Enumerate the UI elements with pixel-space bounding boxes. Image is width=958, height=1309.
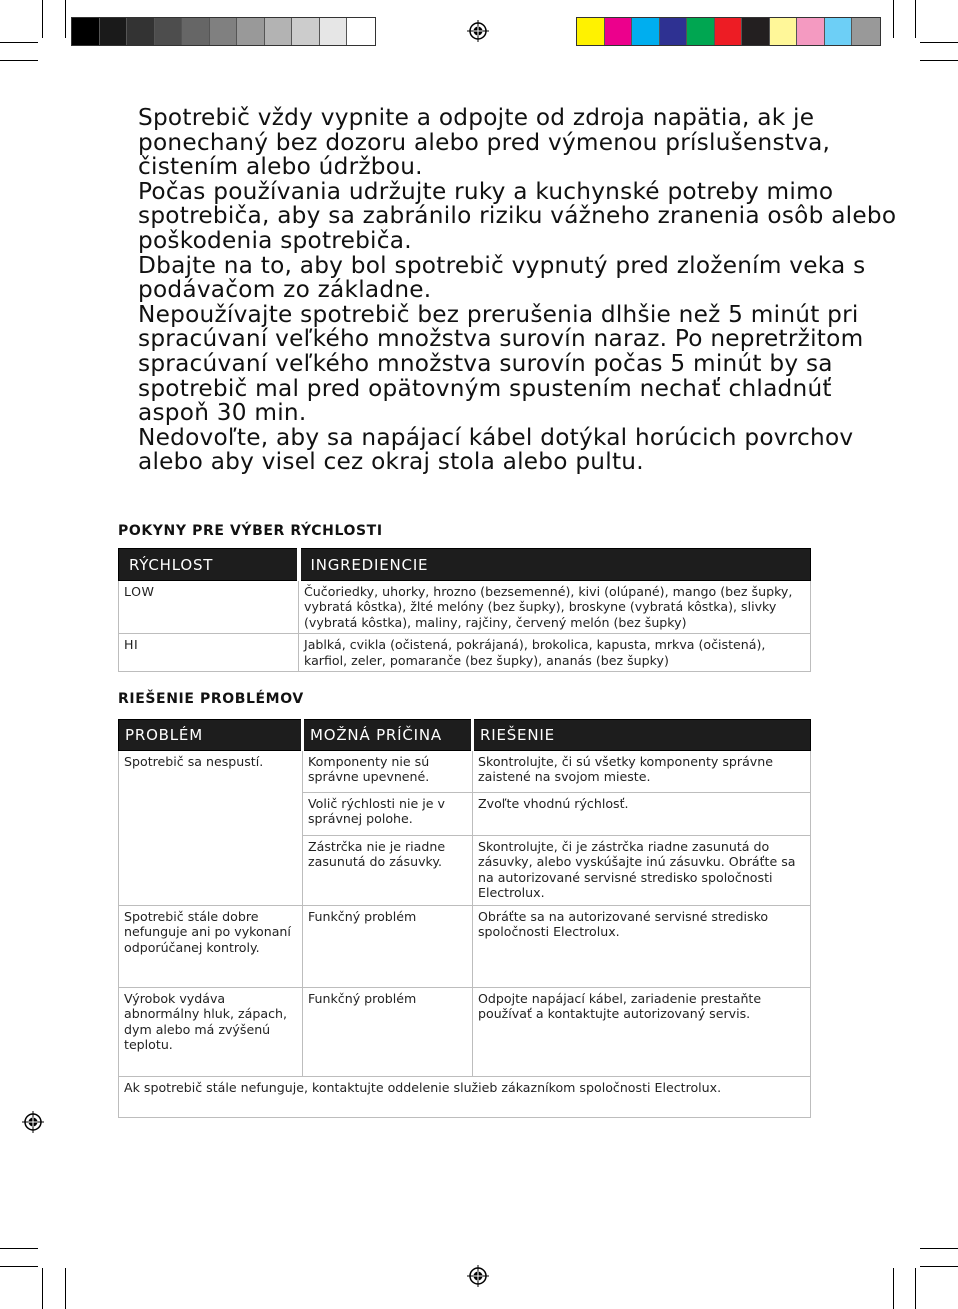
crop-mark <box>893 1268 894 1309</box>
safety-paragraph: Nedovoľte, aby sa napájací kábel dotýkal horúcich povrchov alebo aby visel cez okraj stola alebo pultu. <box>138 423 854 476</box>
cause-cell: Zástrčka nie je riadne zasunutá do zásuvky. <box>303 836 473 906</box>
color-swatch <box>320 18 348 45</box>
table-header-row <box>119 720 811 751</box>
color-swatch <box>100 18 128 45</box>
column-header: INGREDIENCIE <box>299 549 811 581</box>
color-swatch <box>605 18 633 45</box>
speed-section-heading: POKYNY PRE VÝBER RÝCHLOSTI <box>118 523 383 539</box>
table-row <box>119 906 811 988</box>
table-row <box>119 1077 811 1118</box>
problem-cell: Spotrebič sa nespustí. <box>119 751 303 906</box>
process-color-bar <box>576 17 881 46</box>
safety-paragraph: Spotrebič vždy vypnite a odpojte od zdroja napätia, ak je ponechaný bez dozoru alebo pred výmenou príslušenstva, čistením alebo údržbou. <box>138 104 831 181</box>
table-row <box>119 751 811 793</box>
solution-cell: Skontrolujte, či sú všetky komponenty správne zaistené na svojom mieste. <box>473 751 811 793</box>
safety-instructions <box>138 106 898 475</box>
color-swatch <box>210 18 238 45</box>
column-header: RÝCHLOST <box>119 549 299 581</box>
problem-cell: Výrobok vydáva abnormálny hluk, zápach, dym alebo má zvýšenú teplotu. <box>119 988 303 1077</box>
speed-cell: LOW <box>119 581 299 634</box>
troubleshooting-table <box>118 719 811 1118</box>
color-swatch <box>715 18 743 45</box>
cause-cell: Funkčný problém <box>303 906 473 988</box>
color-swatch <box>632 18 660 45</box>
crop-mark <box>42 1268 43 1309</box>
column-header: PROBLÉM <box>119 720 303 751</box>
color-swatch <box>265 18 293 45</box>
ingredients-cell: Čučoriedky, uhorky, hrozno (bezsemenné), kivi (olúpané), mango (bez šupky, vybratá kôstka), žlté melóny (bez šupky), broskyne (vybratá kôstka), slivky (vybratá kôstka), maliny, rajčiny, červený melón (bez šupky) <box>299 581 811 634</box>
table-row <box>119 634 811 672</box>
crop-mark <box>915 0 916 38</box>
safety-paragraph: Dbajte na to, aby bol spotrebič vypnutý pred zložením veka s podávačom zo základne. <box>138 251 866 304</box>
color-swatch <box>72 18 100 45</box>
solution-cell: Zvoľte vhodnú rýchlosť. <box>473 793 811 836</box>
safety-paragraph: Počas používania udržujte ruky a kuchynské potreby mimo spotrebiča, aby sa zabránilo riziku vážneho zranenia osôb alebo poškodenia spotrebiča. <box>138 177 897 254</box>
color-swatch <box>577 18 605 45</box>
crop-mark <box>0 60 38 61</box>
crop-mark <box>65 0 66 38</box>
crop-mark <box>0 42 38 43</box>
column-header: RIEŠENIE <box>473 720 811 751</box>
color-swatch <box>687 18 715 45</box>
color-swatch <box>660 18 688 45</box>
crop-mark <box>920 60 958 61</box>
crop-mark <box>65 1268 66 1309</box>
crop-mark <box>915 1268 916 1309</box>
color-swatch <box>797 18 825 45</box>
color-swatch <box>237 18 265 45</box>
crop-mark <box>920 1248 958 1249</box>
color-swatch <box>182 18 210 45</box>
table-row <box>119 988 811 1077</box>
color-swatch <box>825 18 853 45</box>
crop-mark <box>0 1266 38 1267</box>
ingredients-cell: Jablká, cvikla (očistená, pokrájaná), brokolica, kapusta, mrkva (očistená), karfiol, zeler, pomaranče (bez šupky), ananás (bez šupky) <box>299 634 811 672</box>
grayscale-color-bar <box>71 17 376 46</box>
troubleshooting-section-heading: RIEŠENIE PROBLÉMOV <box>118 691 304 707</box>
cause-cell: Komponenty nie sú správne upevnené. <box>303 751 473 793</box>
cause-cell: Volič rýchlosti nie je v správnej polohe. <box>303 793 473 836</box>
crop-mark <box>920 42 958 43</box>
speed-cell: HI <box>119 634 299 672</box>
color-swatch <box>742 18 770 45</box>
solution-cell: Skontrolujte, či je zástrčka riadne zasunutá do zásuvky, alebo vyskúšajte inú zásuvku. Obráťte sa na autorizované servisné stredisko spoločnosti Electrolux. <box>473 836 811 906</box>
color-swatch <box>347 18 375 45</box>
color-swatch <box>770 18 798 45</box>
solution-cell: Odpojte napájací kábel, zariadenie prestaňte používať a kontaktujte autorizovaný servis. <box>473 988 811 1077</box>
crop-mark <box>42 0 43 38</box>
color-swatch <box>155 18 183 45</box>
crop-mark <box>920 1266 958 1267</box>
registration-mark-icon <box>467 1265 489 1287</box>
problem-cell: Spotrebič stále dobre nefunguje ani po vykonaní odporúčanej kontroly. <box>119 906 303 988</box>
column-header: MOŽNÁ PRÍČINA <box>303 720 473 751</box>
table-row <box>119 581 811 634</box>
color-swatch <box>292 18 320 45</box>
registration-mark-icon <box>467 20 489 42</box>
footer-note-cell: Ak spotrebič stále nefunguje, kontaktujte oddelenie služieb zákazníkom spoločnosti Electrolux. <box>119 1077 811 1118</box>
color-swatch <box>852 18 880 45</box>
speed-table <box>118 548 811 672</box>
solution-cell: Obráťte sa na autorizované servisné stredisko spoločnosti Electrolux. <box>473 906 811 988</box>
color-swatch <box>127 18 155 45</box>
crop-mark <box>0 1248 38 1249</box>
crop-mark <box>893 0 894 38</box>
registration-mark-icon <box>22 1111 44 1133</box>
safety-paragraph: Nepoužívajte spotrebič bez prerušenia dlhšie než 5 minút pri spracúvaní veľkého množstva surovín naraz. Po nepretržitom spracúvaní veľkého množstva surovín počas 5 minút by sa spotrebič mal pred opätovným spustením nechať chladnúť aspoň 30 min. <box>138 300 864 427</box>
cause-cell: Funkčný problém <box>303 988 473 1077</box>
table-header-row <box>119 549 811 581</box>
